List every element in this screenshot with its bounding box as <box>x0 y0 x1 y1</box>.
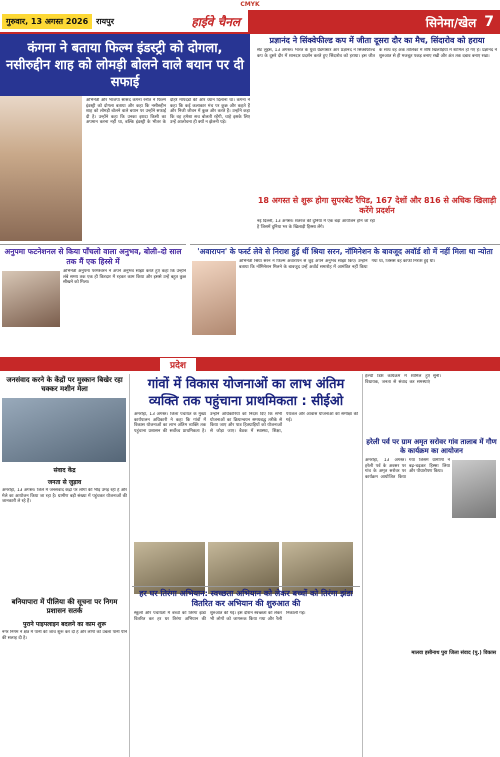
masthead-left <box>0 10 248 34</box>
jansamvad-story <box>0 374 130 757</box>
section-title-left: हाईवे चैनल <box>191 14 240 29</box>
hareli-photo <box>452 460 496 518</box>
tiranga-body: स्कूलों और पंचायतों में बच्चों को तिरंगा झंडा वितरित कर हर घर तिरंगा अभियान की शुरुआत की गई। इस दौरान स्वच्छता को लेकर भी लोगों को जागरूक किया गया और रैली निकाली गई। <box>134 611 306 622</box>
vikas-headline: गांवों में विकास योजनाओं का लाभ अंतिम व्यक्ति तक पहुंचाना प्राथमिकता : सीईओ <box>147 377 345 409</box>
sports-story <box>254 34 500 229</box>
masthead-right <box>248 10 500 34</box>
piliya-body: नगर निगम ने क्षेत्र में पानी की जांच शुरू कर दी है और लोगों को उबला पानी पीने की सलाह दी है। <box>2 630 127 641</box>
jansamvad-photo-caption: संवाद केंद्र <box>53 467 76 474</box>
shriya-body: अभिनेत्री श्रिया सरन ने फिल्म अवारापन से जुड़े अपने अनुभव साझा किए। उन्होंने बताया कि नॉमिनेशन मिलने के बावजूद उन्हें अवॉर्ड समारोह में आमंत्रित नहीं किया गया था, जिससे वह काफी निराश हुई थीं। <box>239 259 436 270</box>
lead-body: अभिनेत्री और भाजपा सांसद कंगना रनौत ने फिल्म इंडस्ट्री को दोगला बताया और कहा कि नसीरुद्दीन शाह को लोमड़ी बोलने वाले बयान पर उन्होंने सफाई दी है। उन्होंने कहा कि उनका इरादा किसी का अपमान करना नहीं था, बल्कि इंडस्ट्री के भीतर के दोहरे मापदंडों की ओर ध्यान दिलाना था। कंगना ने कहा कि कई कलाकार मंच पर कुछ और कहते हैं और निजी जीवन में कुछ और करते हैं। उन्होंने कहा कि वह हमेशा सच बोलती रहेंगी, चाहे इसके लिए उन्हें आलोचना ही क्यों न झेलनी पड़े। <box>86 98 250 126</box>
page-number: 7 <box>484 14 494 30</box>
jansamvad-body: अमरोहा, 13 अगस्त। जिले में जनसंवाद केंद्रों पर लोगों की भीड़ उमड़ रही है और मेले का आयोजन किया जा रहा है। ग्रामीण बड़ी संख्या में पहुंचकर योजनाओं की जानकारी ले रहे हैं। <box>2 488 127 505</box>
tiranga-headline: हर घर तिरंगा अभियान: स्वच्छता अभियान को लेकर बच्चों को तिरंगा झंडा वितरित कर अभियान की शुरुआत की <box>139 589 353 608</box>
vikas-body: अमरोहा, 13 अगस्त। जिला पंचायत के मुख्य कार्यपालन अधिकारी ने कहा कि गांवों में विकास योजनाओं का लाभ अंतिम व्यक्ति तक पहुंचाना प्रशासन की सर्वोच्च प्राथमिकता है। उन्होंने अधिकारियों को निर्देश दिए कि सभी योजनाओं का क्रियान्वयन समयबद्ध तरीके से किया जाए और पात्र हितग्राहियों को योजनाओं से जोड़ा जाए। बैठक में स्वास्थ्य, शिक्षा, पेयजल और आवास योजनाओं की समीक्षा की गई। <box>134 412 358 434</box>
jansamvad-photo <box>2 398 126 462</box>
edition-city: रायपुर <box>96 16 114 26</box>
lead-photo <box>0 96 82 241</box>
pradesh-label: प्रदेश <box>160 358 196 371</box>
healthy-dish-body: हेल्थी डिश कार्यक्रम में शामिल हुए विधायक, जनता से संवाद कर समस्याएं सुनीं। <box>365 374 442 385</box>
anupama-body: अभिनेत्री अनुपमा परमेश्वरन ने अपने अनुभव साझा करते हुए कहा कि उन्होंने लंबे समय तक एक ही किरदार में रहकर काम किया और इससे उन्हें बहुत कुछ सीखने को मिला। <box>63 269 186 286</box>
anupama-story <box>0 244 186 354</box>
piliya-subhead: पुराने पाइपलाइन बदलने का काम शुरू <box>22 621 107 628</box>
jansamvad-headline: जनसंवाद करने के केंद्रों पर मुस्कान बिखेर रहा चक्कर मशीन मेला <box>6 376 123 393</box>
top-color-strip: CMYK <box>240 1 260 8</box>
hareli-story <box>362 374 500 757</box>
sports-headline-2: 18 अगस्त से शुरू होगा सुपरबेट रैपिड, 167 देशों और 816 से अधिक खिलाड़ी करेंगे प्रदर्शन <box>257 196 497 215</box>
section-title-right: सिनेमा/खेल <box>425 15 477 30</box>
anupama-photo <box>2 271 60 327</box>
piliya-headline: बनियापारा में पीलिया की सूचना पर निगम प्रशासन सतर्क <box>11 598 118 615</box>
shriya-story <box>190 244 500 354</box>
vikas-story <box>132 374 360 584</box>
shriya-photo <box>192 261 236 335</box>
sports-headline: प्रज्ञानंद ने सिंक्वेफील्ड कप में जीता दूसरा दौर का मैच, सिंदारोव को हराया <box>269 36 485 45</box>
sports-body: सेंट लुईस, 13 अगस्त। भारत के युवा ग्रैंडमास्टर आर प्रज्ञानंद ने सिंक्वेफील्ड कप के दूसरे दौर में शानदार प्रदर्शन करते हुए सिंदारोव को हराया। इस जीत के साथ वह अंक तालिका में शीर्ष खिलाड़ियों में शामिल हो गए हैं। प्रज्ञानंद ने शुरुआत से ही मजबूत पकड़ बनाए रखी और अंत तक दबाव बनाए रखा। <box>257 48 497 59</box>
tiranga-story <box>132 586 360 757</box>
lead-headline: कंगना ने बताया फिल्म इंडस्ट्री को दोगला, नसीरुद्दीन शाह को लोमड़ी बोलने वाले बयान पर दी सफाई <box>6 41 244 90</box>
issue-date: गुरुवार, 13 अगस्त 2026 <box>2 14 92 29</box>
hareli-body: अमरोहा, 13 अगस्त। हरेली पर्व के अवसर पर गांव के अमृत सरोवर पर कार्यक्रम आयोजित किया गया जिसमें ग्रामीणों ने बढ़-चढ़कर हिस्सा लिया और पौधारोपण किया। <box>365 458 450 480</box>
anupama-headline: अनुपमा फटनेशनल से किया पाँचलो वाला अनुभव, बोली–दो साल तक मैं एक हिस्से में <box>4 247 182 266</box>
jansamvad-subhead: जनता से जुड़ाव <box>47 479 82 486</box>
sports-body-2: नई दिल्ली, 13 अगस्त। शतरंज की दुनिया में एक बड़ा आयोजन होने जा रहा है जिसमें दुनिया भर के खिलाड़ी हिस्सा लेंगे। <box>257 219 375 230</box>
masthead <box>0 10 500 34</box>
hareli-headline: हरेली पर्व पर ग्राम अमृत सरोवर गांव तालाब में गौण के कार्यक्रम का आयोजन <box>366 438 497 455</box>
pradesh-section-bar <box>0 357 500 371</box>
shriya-headline: 'अवारापन' के फर्स्ट लेवे से निराश हुई थीं श्रिया सरन, नॉमिनेशन के बावजूद अवॉर्ड शो में नहीं मिला था न्योता <box>197 247 493 256</box>
lead-headline-banner <box>0 34 250 96</box>
hareli-byline: मालवा हसीनाथ पुरा जिला संवाद (पु.) विकास <box>411 650 496 656</box>
